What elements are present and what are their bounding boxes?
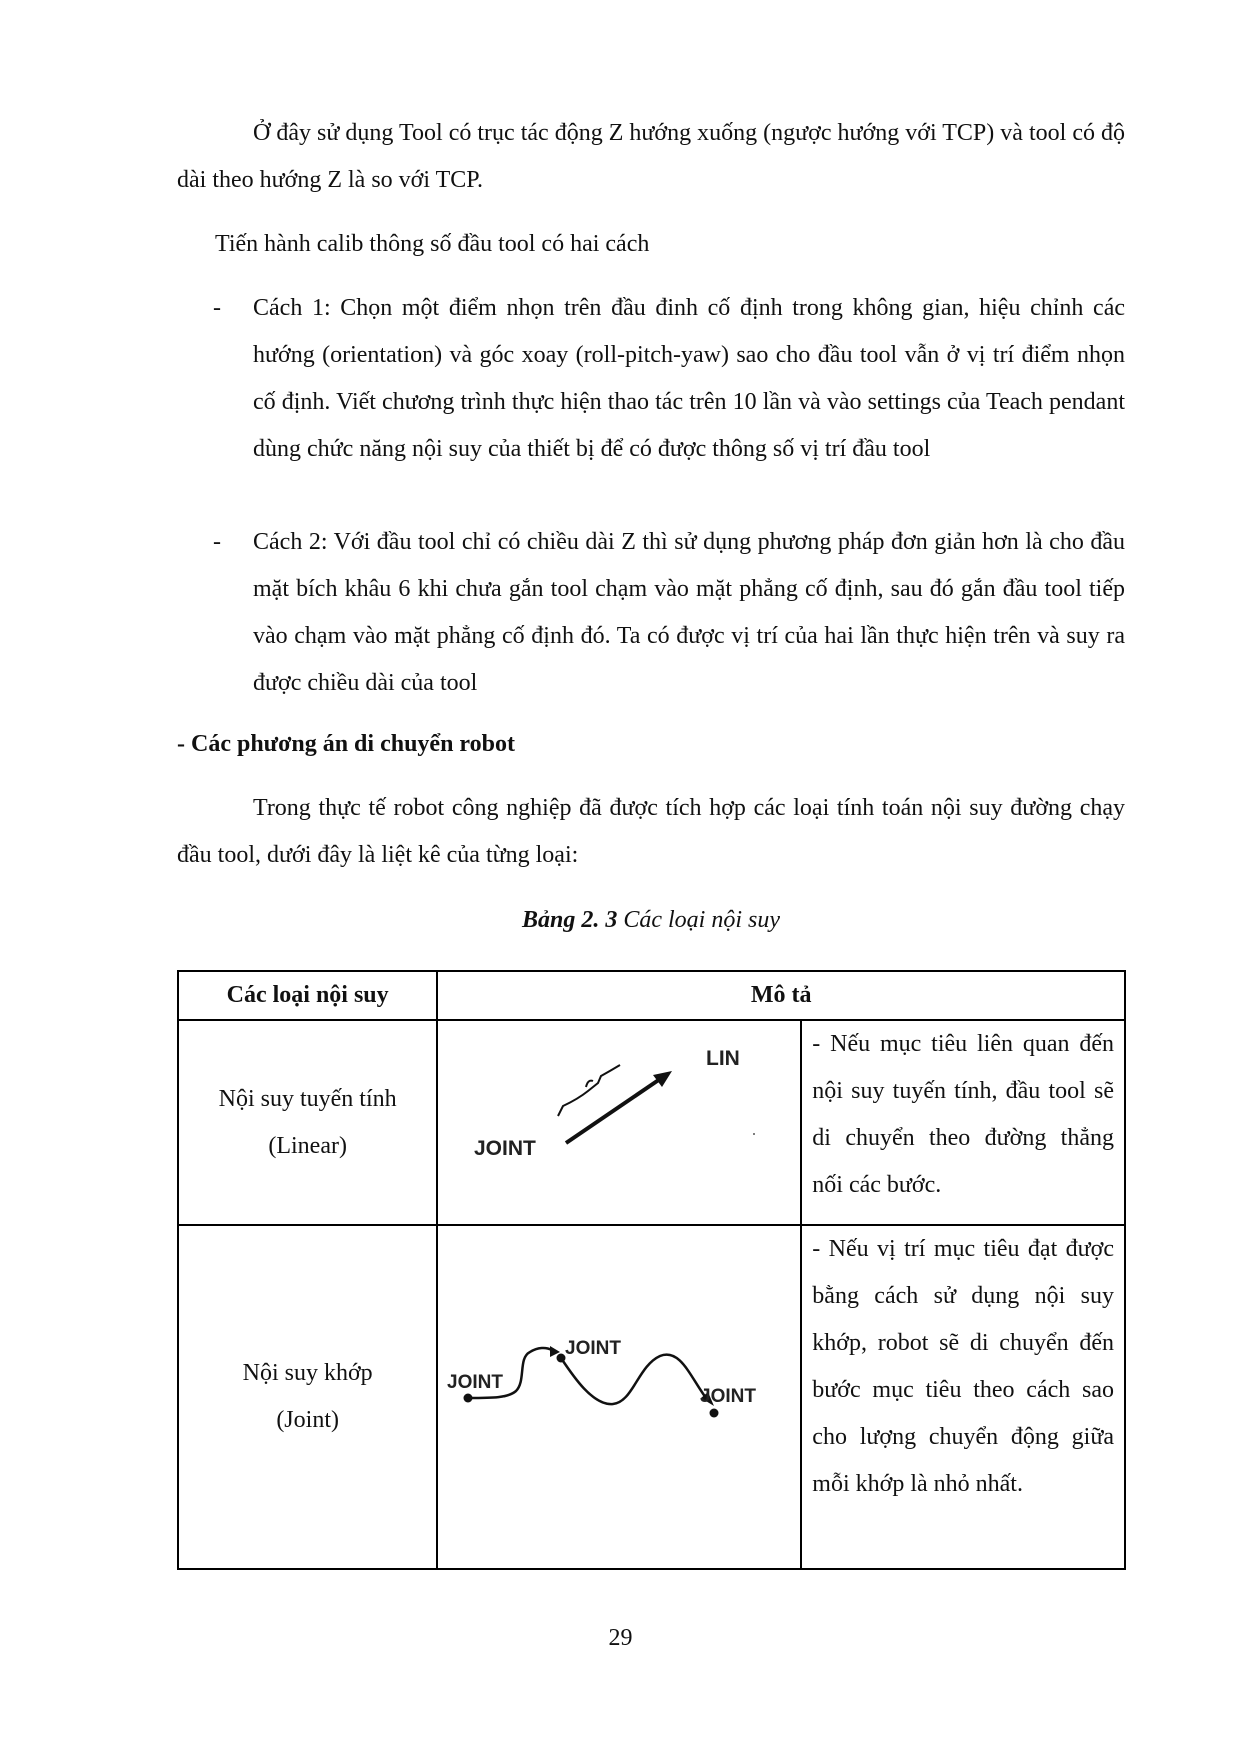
table-header-type: Các loại nội suy	[178, 971, 437, 1020]
table-caption-label: Bảng 2. 3	[521, 907, 618, 933]
interpolation-name: Nội suy tuyến tính	[218, 1085, 397, 1112]
bullet-text: Cách 2: Với đầu tool chỉ có chiều dài Z thì sử dụng phương pháp đơn giản hơn là cho đầu mặt bích khâu 6 khi chưa gắn tool chạm vào mặt phẳng cố định, sau đó gắn đầu tool tiếp vào chạm vào mặt phẳng cố định đó. Ta có được vị trí của hai lần thực hiện trên và suy ra được chiều dài của tool	[253, 529, 1125, 696]
joint-description-cell	[801, 1225, 1125, 1569]
joint-motion-diagram	[438, 1226, 800, 1551]
interpolation-name: Nội suy khớp	[242, 1360, 373, 1386]
table-header-row	[178, 971, 1125, 1020]
paragraph-interpolation-intro: Trong thực tế robot công nghiệp đã được tích hợp các loại tính toán nội suy đường chạy đầu tool, dưới đây là liệt kê của từng loại:	[177, 795, 1125, 868]
bullet-method-2	[177, 519, 1125, 707]
lin-label: LIN	[706, 1047, 741, 1070]
paragraph-tool-axis: Ở đây sử dụng Tool có trục tác động Z hướng xuống (ngược hướng với TCP) và tool có độ dài theo hướng Z là so với TCP.	[177, 120, 1125, 193]
interpolation-table	[177, 970, 1126, 1570]
joint-middle-label: JOINT	[565, 1338, 622, 1359]
table-row	[178, 1020, 1125, 1225]
joint-start-point	[464, 1394, 473, 1403]
section-heading: - Các phương án di chuyển robot	[177, 731, 515, 757]
interpolation-name-cell	[178, 1020, 437, 1225]
arrowhead-icon	[653, 1071, 672, 1087]
interpolation-name-en: (Joint)	[276, 1407, 339, 1433]
joint-label: JOINT	[474, 1137, 537, 1160]
interpolation-description: - Nếu mục tiêu liên quan đến nội suy tuyến tính, đầu tool sẽ di chuyển theo đường thẳng nối các bước.	[812, 1031, 1114, 1198]
joint-path-segment-2	[561, 1355, 706, 1404]
table-row	[178, 1225, 1125, 1569]
joint-figure-cell	[437, 1225, 801, 1569]
linear-description-cell	[801, 1020, 1125, 1225]
linear-path-line	[566, 1077, 663, 1143]
linear-bracket-tip	[586, 1081, 593, 1087]
bullet-method-1	[177, 285, 1125, 519]
bullet-text: Cách 1: Chọn một điểm nhọn trên đầu đinh cố định trong không gian, hiệu chỉnh các hướng (orientation) và góc xoay (roll-pitch-yaw) sao cho đầu tool vẫn ở vị trí điểm nhọn cố định. Viết chương trình thực hiện thao tác trên 10 lần và vào settings của Teach pendant dùng chức năng nội suy của thiết bị để có được thông số vị trí đầu tool	[253, 295, 1125, 462]
page-number: 29	[608, 1625, 633, 1651]
joint-end-label: JOINT	[700, 1386, 757, 1407]
speck	[753, 1133, 755, 1135]
interpolation-name-cell	[178, 1225, 437, 1569]
linear-bracket	[558, 1065, 620, 1116]
interpolation-description: - Nếu vị trí mục tiêu đạt được bằng cách sử dụng nội suy khớp, robot sẽ di chuyển đến bước mục tiêu theo cách sao cho lượng chuyển động giữa mỗi khớp là nhỏ nhất.	[812, 1236, 1114, 1497]
table-header-description: Mô tả	[437, 971, 1125, 1020]
interpolation-name-en: (Linear)	[268, 1132, 347, 1159]
linear-motion-diagram	[438, 1021, 800, 1207]
bullet-dash: -	[213, 529, 221, 555]
table-caption-title: Các loại nội suy	[617, 907, 780, 933]
linear-figure-cell	[437, 1020, 801, 1225]
paragraph-calib-intro: Tiến hành calib thông số đầu tool có hai cách	[215, 231, 650, 257]
joint-end-point	[710, 1409, 719, 1418]
bullet-dash: -	[213, 295, 221, 321]
joint-start-label: JOINT	[447, 1372, 504, 1393]
table-caption	[177, 897, 1125, 944]
